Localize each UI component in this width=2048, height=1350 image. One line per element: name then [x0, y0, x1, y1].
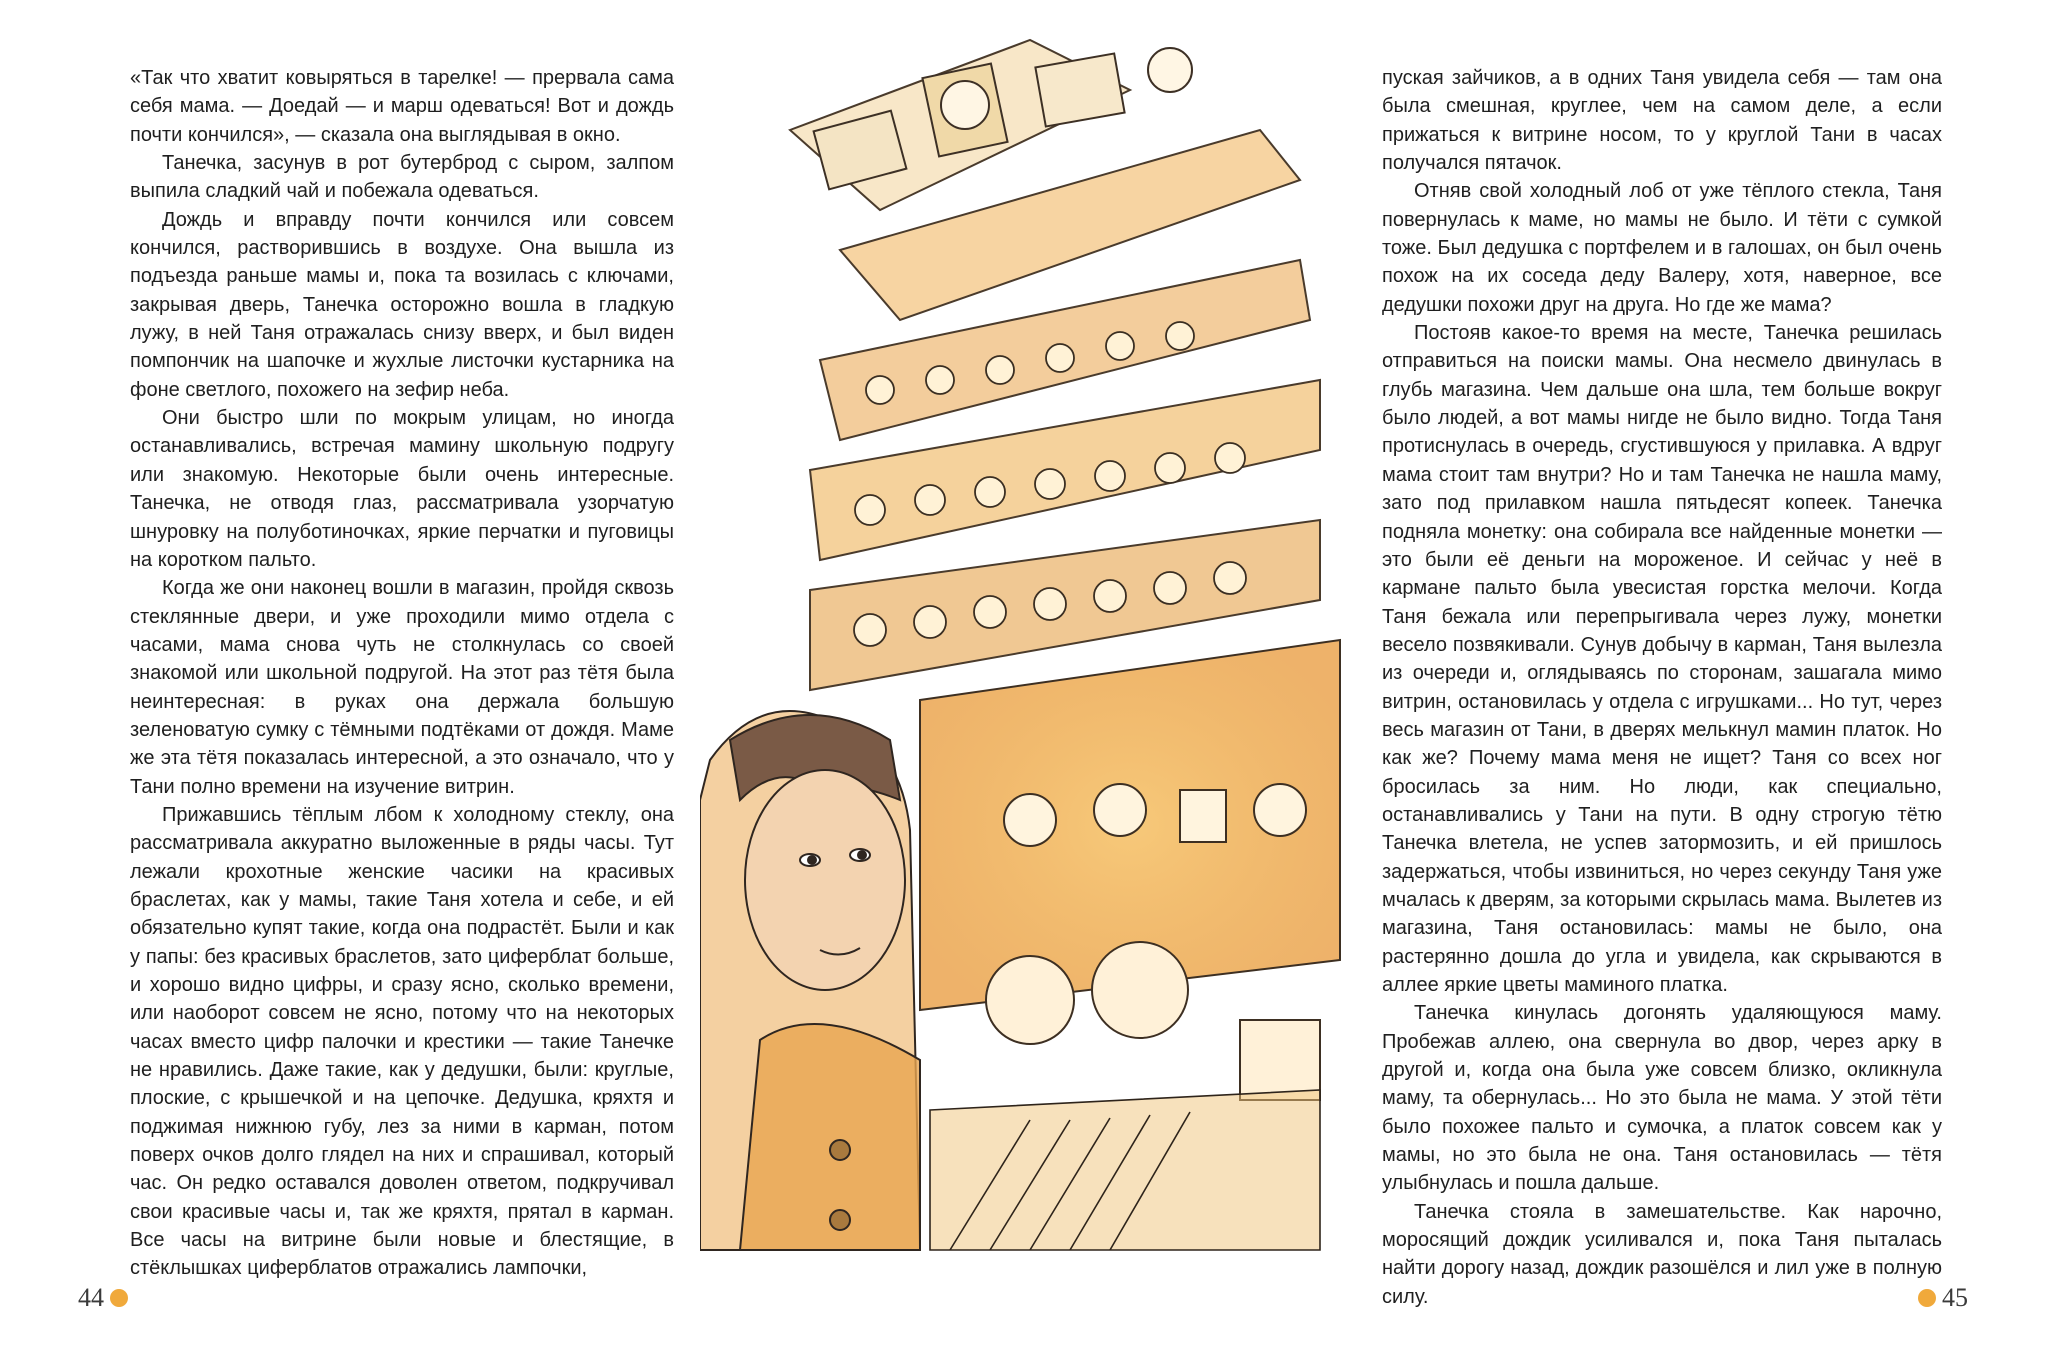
page-number-text: 44: [78, 1283, 104, 1312]
right-text-column: [1382, 64, 1942, 1311]
paragraph: Постояв какое-то время на месте, Танечка решилась отправиться на поиски мамы. Она несмело двинулась в глубь магазина. Чем дальше она шла, тем больше вокруг было людей, а вот мамы нигде не было видно. Тогда Таня протиснулась в очередь, сгустившуюся у прилавка. А вдруг мама стоит там внутри? Но и там Танечка не нашла маму, зато под прилавком нашла пятьдесят копеек. Танечка подняла монетку: она собирала все найденные монетки — это были её деньги на мороженое. И сейчас у неё в кармане пальто была увесистая горстка мелочи. Когда Таня бежала или перепрыгивала через лужу, монетки весело позвякивали. Сунув добычу в карман, Таня вылезла из очереди и, оглядываясь по сторонам, зашагала мимо витрин, остановилась у отдела с игрушками... Но тут, через весь магазин от Тани, в дверях мелькнул мамин платок. Но как же? Почему мама меня не ищет? Таня со всех ног бросилась за ним. Но люди, как специально, останавливались у Тани на пути. В одну строгую тётю Танечка влетела, не успев затормозить, и ей пришлось задержаться, чтобы извиниться, но через секунду Таня уже мчалась к дверям, за которыми скрылась мама. Вылетев из магазина, Таня остановилась: мамы не было, она растерянно дошла до угла и увидела, как скрываются в аллее яркие цветы маминого платка.: [1382, 322, 1942, 996]
page-number-dot: [1918, 1289, 1936, 1307]
paragraph: пуская зайчиков, а в одних Таня увидела себя — там она была смешная, круглее, чем на самом деле, а если прижаться к витрине носом, то у круглой Тани в часах получался пятачок.: [1382, 67, 1942, 175]
paragraph: Танечка, засунув в рот бутерброд с сыром, залпом выпила сладкий чай и побежала одеваться.: [130, 152, 674, 203]
right-page: [1024, 0, 2048, 1350]
paragraph: Отняв свой холодный лоб от уже тёплого стекла, Таня повернулась к маме, но мамы не было. И тёти с сумкой тоже. Был дедушка с портфелем и в галошах, он был очень похож на их соседа деду Валеру, хотя, наверное, все дедушки похожи друг на друга. Но где же мама?: [1382, 180, 1942, 316]
paragraph: Когда же они наконец вошли в магазин, пройдя сквозь стеклянные двери, и уже проходили мимо отдела с часами, мама снова чуть не столкнулась со своей знакомой или школьной подругой. На этот раз тётя была неинтересная: в руках она держала большую зеленоватую сумку с тёмными подтёками от дождя. Маме же эта тётя показалась интересной, а это означало, что у Тани полно времени на изучение витрин.: [130, 577, 674, 798]
paragraph: Они быстро шли по мокрым улицам, но иногда останавливались, встречая мамину школьную подругу или знакомую. Некоторые были очень интересные. Танечка, не отводя глаз, рассматривала узорчатую шнуровку на полуботиночках, яркие перчатки и пуговицы на коротком пальто.: [130, 407, 674, 571]
page-number-right: [1918, 1283, 1968, 1313]
paragraph: Дождь и вправду почти кончился или совсем кончился, растворившись в воздухе. Она вышла из подъезда раньше мамы и, пока та возилась с ключами, закрывая дверь, Танечка осторожно вошла в гладкую лужу, в ней Таня отражалась снизу вверх, и был виден помпончик на шапочке и жухлые листочки кустарника на фоне светлого, похожего на зефир неба.: [130, 208, 674, 401]
paragraph: Прижавшись тёплым лбом к холодному стеклу, она рассматривала аккуратно выложенные в ряды часы. Тут лежали крохотные женские часики на красивых браслетах, как у мамы, такие Таня хотела и себе, и ей обязательно купят такие, когда она подрастёт. Были и как у папы: без красивых браслетов, зато циферблат больше, и хорошо видно цифры, и сразу ясно, сколько времени, или наоборот совсем не ясно, потому что на некоторых часах вместо цифр палочки и крестики — такие Танечке не нравились. Даже такие, как у дедушки, были: круглые, плоские, с крышечкой и на цепочке. Дедушка, кряхтя и поджимая нижнюю губу, лез за ними в карман, потом поверх очков долго глядел на них и спрашивал, который час. Он редко оставался доволен ответом, подкручивал свои красивые часы и, так же кряхтя, прятал в карман. Все часы на витрине были новые и блестящие, в стёклышках циферблатов отражались лампочки,: [130, 803, 674, 1280]
paragraph: «Так что хватит ковыряться в тарелке! — прервала сама себя мама. — Доедай — и марш одеваться! Вот и дождь почти кончился», — сказала она выглядывая в окно.: [130, 67, 674, 146]
page-number-dot: [110, 1289, 128, 1307]
page-number-text: 45: [1942, 1283, 1968, 1312]
paragraph: Танечка стояла в замешательстве. Как нарочно, моросящий дождик усиливался и, пока Таня пыталась найти дорогу назад, дождик разошёлся и лил уже в полную силу.: [1382, 1200, 1942, 1308]
left-text-column: [130, 64, 674, 1283]
paragraph: Танечка кинулась догонять удаляющуюся маму. Пробежав аллею, она свернула во двор, через арку в другой и, когда она была уже совсем близко, окликнула маму, та обернулась... Но это была не мама. У этой тёти было похожее пальто и сумочка, а платок совсем как у мамы, но это была не она. Таня остановилась — тётя улыбнулась и пошла дальше.: [1382, 1002, 1942, 1195]
page-number-left: [78, 1283, 128, 1313]
girl-figure: [700, 711, 920, 1250]
